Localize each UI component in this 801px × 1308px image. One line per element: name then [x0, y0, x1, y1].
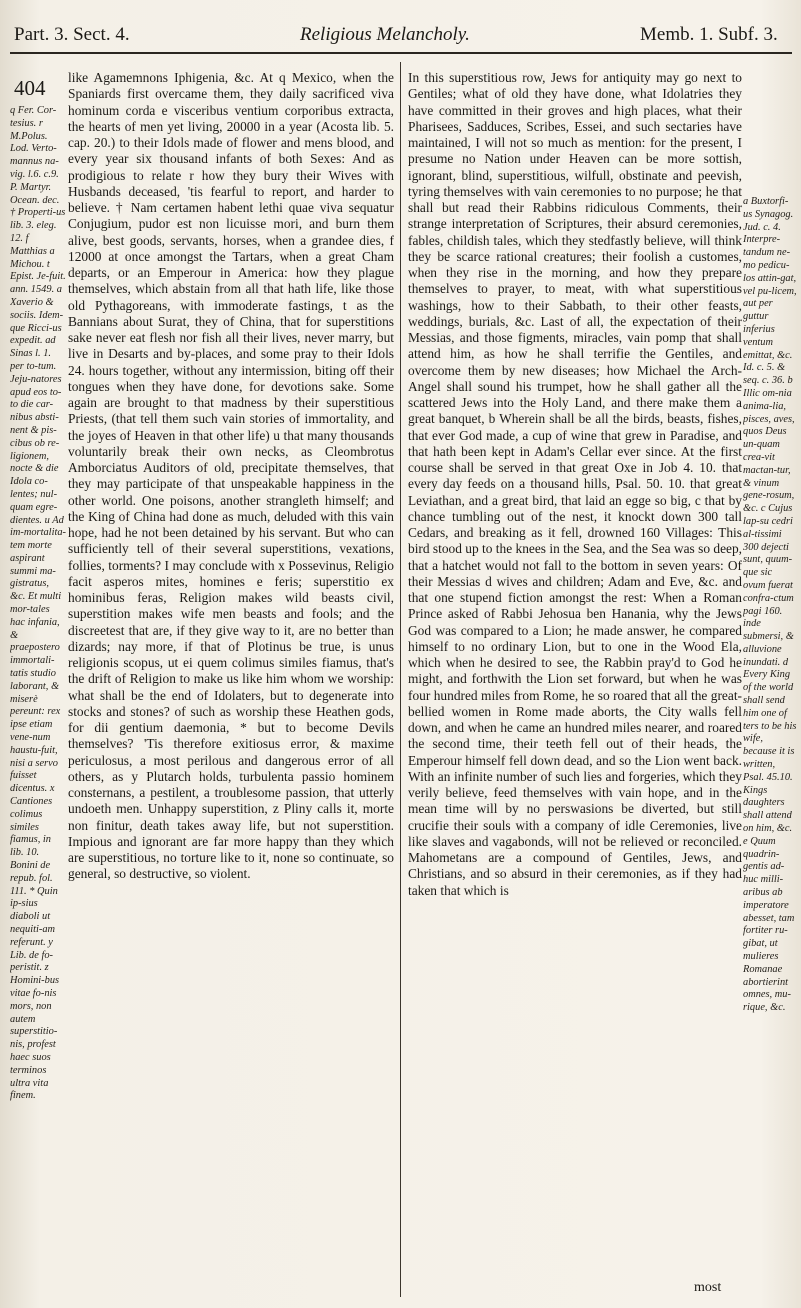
catchword: most — [694, 1280, 722, 1295]
header-title: Religious Melancholy. — [300, 24, 470, 45]
right-column — [408, 70, 742, 1295]
header-rule — [10, 52, 792, 54]
page-number: 404 — [14, 76, 46, 100]
header-member-subsection: Memb. 1. Subf. 3. — [640, 24, 778, 45]
column-divider — [400, 62, 401, 1297]
right-margin-notes: a Buxtorfi-us Synagog. Jud. c. 4. Interpre-tandum ne-mo pedicu-los attin-gat, vel pu-licem, aut per guttur inferius ventum emittat, &c. Id. c. 5. & seq. c. 36. b Illic om-nia anima-lia, pisces, aves, quos Deus un-quam crea-vit mactan-tur, & vinum gene-rosum, &c. c Cujus lap-su cedri al-tissimi 300 dejecti sunt, quum-que sic ovum fuerat confra-ctum pagi 160. inde submersi, & alluvione inundati. d Every King of the world shall send him one of ters to be his wife, because it is written, Psal. 45.10. Kings daughters shall attend on him, &c. e Quum quadrin-gentis ad-huc milli-aribus ab imperatore abesset, tam fortiter ru-gibat, ut mulieres Romanae abortierint omnes, mu-rique, &c. — [743, 196, 797, 1014]
running-header — [0, 0, 801, 50]
left-column — [68, 70, 394, 1295]
header-part-section: Part. 3. Sect. 4. — [14, 24, 130, 45]
right-column-text: In this superstitious row, Jews for antiquity may go next to Gentiles; what of old they have done, what Idolatries they have committed in their groves and high places, what their Pharisees, Sadduces, Scribes, Essei, and such sectaries have maintained, I will not so much as mention: for the present, I presume no Nation under Heaven can be more sottish, ignorant, blind, superstitious, wilfull, obstinate and peevish, tyring themselves with vain ceremonies to no purpose; he that shall but read their Rabbins ridiculous Comments, their strange interpretation of Scriptures, their absurd ceremonies, fables, childish tales, which they stedfastly believe, will think they be scarce rational creatures; their foolish a customes, when they rise in the morning, and how they prepare themselves to prayer, to meat, with what superstitious washings, how to their Sabbath, to their other feasts, weddings, burials, &c. Last of all, the expectation of their Messias, and those figments, miracles, vain pomp that shall attend him, as how he shall terrifie the Gentiles, and overcome them by new diseases; how Michael the Arch-Angel shall sound his trumpet, how he shall gather all the scattered Jews into the Holy Land, and there make them a great banquet, b Wherein shall be all the birds, beasts, fishes, that ever God made, a cup of wine that grew in Paradise, and that hath been kept in Adam's Cellar ever since. At the first course shall be served in that great Oxe in Job 4. 10. that every day feeds on a thousand hills, Psal. 50. 10. that great Leviathan, and a great bird, that laid an egge so big, c that by chance tumbling out of the nest, it knockt down 300 tall Cedars, and breaking as it fell, drowned 160 Villages: This bird stood up to the knees in the Sea, and the Sea was so deep, that a hatchet would not fall to the bottom in seven years: Of their Messias d wives and children; Adam and Eve, &c. and that one stupend fiction amongst the rest: When a Roman Prince asked of Rabbi Jehosua ben Hanania, why the Jews God was compared to a Lion; he made answer, he compared himself to no ordinary Lion, but to one in the Wood Ela, which when he desired to see, the Rabbin pray'd to God he might, and forthwith the Lion set forward, but when he was four hundred miles from Rome, he so roared that all the great-bellied women in Rome made aborts, the City walls fell down, and when he came an hundred miles nearer, and roared the second time, their teeth fell out of their heads, the Emperour himself fell down dead, and so the Lion went back. With an infinite number of such lies and forgeries, which they verily believe, feed themselves with vain hope, and in the mean time will by no perswasions be diverted, but still crucifie their souls with a company of idle Ceremonies, live like slaves and vagabonds, will not be relieved or reconciled. Mahometans are a compound of Gentiles, Jews, and Christians, and so absurd in their ceremonies, as if they had taken that which is — [408, 70, 742, 898]
left-column-text: like Agamemnons Iphigenia, &c. At q Mexico, when the Spaniards first overcame them, they daily sacrificed viva hominum corda e visceribus ventium corporibus extracta, the hearts of men yet living, 20000 in a year (Acosta lib. 5. cap. 20.) to their Idols made of flower and mens blood, and every year six thousand infants of both Sexes: And as prodigious to relate r how they bury their Wives with Husbands deceased, 'tis fearful to report, and harder to believe. † Nam certamen habent lethi quae viva sequatur Conjugium, pudor est non licuisse mori, and burn them alive, best goods, servants, horses, when a grandee dies, f 12000 at once amongst the Tartars, when a great Cham departs, or an Emperour in America: how they plague themselves, which abstain from all that hath life, like those old Pythagoreans, with immoderate fastings, t as the Bannians about Surat, they of China, that for superstitions sake never eat flesh nor fish all their lives, never marry, but live in Desarts and by-places, and some pray to their Idols 24. hours together, without any intermission, biting off their tongues when they have done, for devotions sake. Some again are brought to that madness by their superstitious Priests, (that tell them such vain stories of immortality, and the joyes of Heaven in that other life) u that many thousands voluntarily break their own necks, as Cleombrotus Amborciatus Auditors of old, precipitate themselves, that they may participate of that unspeakable happiness in the other world. One poisons, another strangleth himself; and the King of China had done as much, deluded with this vain hope, had he not been detained by his servant. But who can sufficiently tell of their several superstitions, vexations, follies, torments? I may conclude with x Possevinus, Religio facit asperos mites, homines e feris; superstitio ex hominibus feras, Religion makes wild beasts civil, superstition makes wife men beasts and fools; and the discreetest that are, if they give way to it, are no better than dizards; nay more, if that of Plotinus be true, is unus religionis scopus, ut ei quem colimus similes fiamus, that's the drift of Religion to make us like him whom we worship: what shall be the end of Idolaters, but to degenerate into stocks and stones? of such as worship these Heathen gods, for dii gentium daemonia, * but to become Devils themselves? 'Tis therefore exitiosus error, & maxime periculosus, a most perilous and dangerous error of all others, as y Plutarch holds, turbulenta passio hominem consternans, a pestilent, a troublesome passion, that utterly undoeth men. Unhappy superstition, z Pliny calls it, morte non finitur, death takes away life, but not superstition. Impious and ignorant are far more happy than they which are superstitious, no torture like to it, none so continuate, so general, so destructive, so violent. — [68, 70, 394, 882]
left-margin-notes: q Fer. Cor-tesius. r M.Polus. Lod. Verto-mannus na-vig. l.6. c.9. P. Martyr. Ocean. dec. † Properti-us lib. 3. eleg. 12. f Matthias a Michou. t Epist. Je-fuit. ann. 1549. a Xaverio & sociis. Idem-que Ricci-us expedit. ad Sinas l. 1. per to-tum. Jeju-natores apud eos to-to die car-nibus absti-nent & pis-cibus ob re-ligionem, nocte & die Idola co-lentes; nul-quam egre-dientes. u Ad im-mortalita-tem morte aspirant summi ma-gistratus, &c. Et multi mor-tales hac infania, & praepostero immortali-tatis studio laborant, & miserè pereunt: rex ipse etiam vene-num haustu-fuit, nisi a servo fuisset dicentus. x Cantiones colimus similes fiamus, in lib. 10. Bonini de repub. fol. 111. * Quin ip-sius diaboli ut nequiti-am referunt. y Lib. de fo-peristit. z Homini-bus vitae fo-nis mors, non autem superstitio-nis, profest haec suos terminos ultra vita finem. — [10, 105, 66, 1102]
